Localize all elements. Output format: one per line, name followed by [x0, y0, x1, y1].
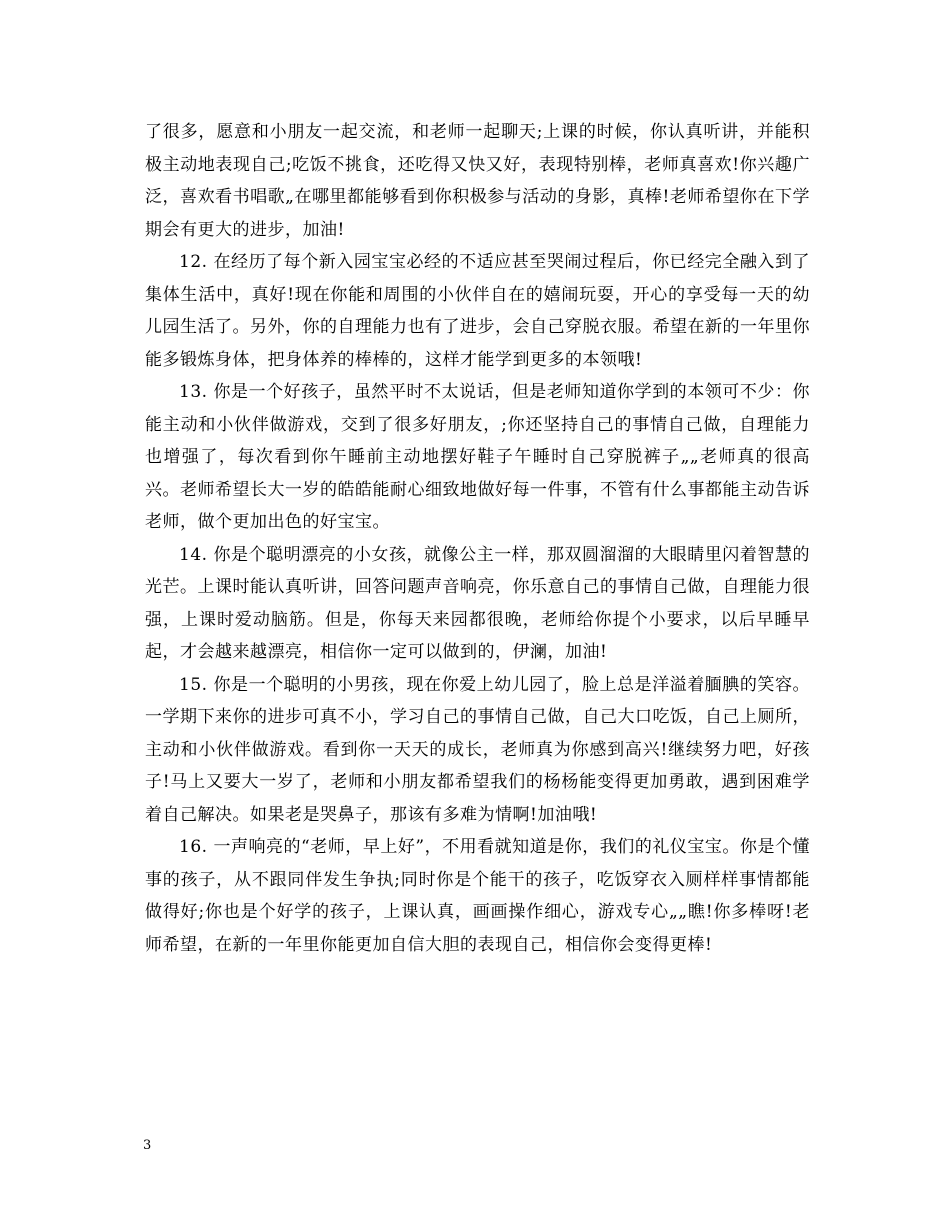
paragraph-item-12: 12. 在经历了每个新入园宝宝必经的不适应甚至哭闹过程后，你已经完全融入到了集体生活中，真好!现在你能和周围的小伙伴自在的嬉闹玩耍，开心的享受每一天的幼儿园生活了。另外，你的自理能力也有了进步，会自己穿脱衣服。希望在新的一年里你能多锻炼身体，把身体养的棒棒的，这样才能学到更多的本领哦!: [145, 252, 810, 370]
paragraph-continued: 了很多，愿意和小朋友一起交流，和老师一起聊天;上课的时候，你认真听讲，并能积极主动地表现自己;吃饭不挑食，还吃得又快又好，表现特别棒，老师真喜欢!你兴趣广泛，喜欢看书唱歌„在哪里都能够看到你积极参与活动的身影，真棒!老师希望你在下学期会有更大的进步，加油!: [145, 122, 810, 240]
paragraph-item-16: 16. 一声响亮的“老师，早上好”，不用看就知道是你，我们的礼仪宝宝。你是个懂事的孩子，从不跟同伴发生争执;同时你是个能干的孩子，吃饭穿衣入厕样样事情都能做得好;你也是个好学的孩子，上课认真，画画操作细心，游戏专心„„瞧!你多棒呀!老师希望，在新的一年里你能更加自信大胆的表现自己，相信你会变得更棒!: [145, 837, 810, 955]
page-number: 3: [143, 1138, 152, 1153]
document-body: [145, 116, 810, 961]
paragraph-item-14: 14. 你是个聪明漂亮的小女孩，就像公主一样，那双圆溜溜的大眼睛里闪着智慧的光芒。上课时能认真听讲，回答问题声音响亮，你乐意自己的事情自己做，自理能力很强，上课时爱动脑筋。但是，你每天来园都很晚，老师给你提个小要求，以后早睡早起，才会越来越漂亮，相信你一定可以做到的，伊澜，加油!: [145, 544, 810, 662]
paragraph-item-13: 13. 你是一个好孩子，虽然平时不太说话，但是老师知道你学到的本领可不少：你能主动和小伙伴做游戏，交到了很多好朋友，;你还坚持自己的事情自己做，自理能力也增强了，每次看到你午睡前主动地摆好鞋子午睡时自己穿脱裤子„„老师真的很高兴。老师希望长大一岁的皓皓能耐心细致地做好每一件事，不管有什么事都能主动告诉老师，做个更加出色的好宝宝。: [145, 382, 810, 532]
paragraph-item-15: 15. 你是一个聪明的小男孩，现在你爱上幼儿园了，脸上总是洋溢着腼腆的笑容。一学期下来你的进步可真不小，学习自己的事情自己做，自己大口吃饭，自己上厕所，主动和小伙伴做游戏。看到你一天天的成长，老师真为你感到高兴!继续努力吧，好孩子!马上又要大一岁了，老师和小朋友都希望我们的杨杨能变得更加勇敢，遇到困难学着自己解决。如果老是哭鼻子，那该有多难为情啊!加油哦!: [145, 674, 810, 825]
